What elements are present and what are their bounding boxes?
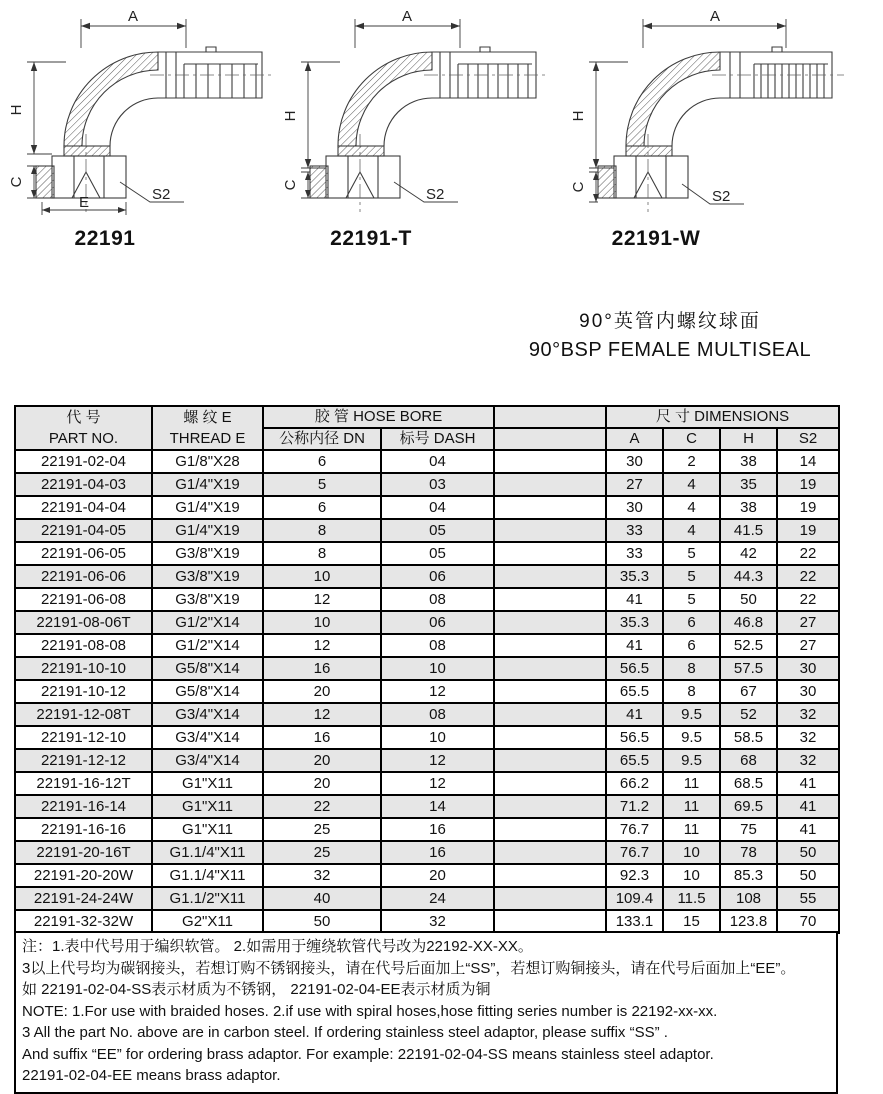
table-cell: 9.5 — [663, 703, 720, 726]
table-cell: 10 — [381, 657, 494, 680]
barb-ribs — [184, 64, 256, 98]
table-row — [15, 772, 839, 795]
fitting-drawing-22191-T — [282, 6, 554, 222]
elbow-wall — [338, 52, 432, 146]
table-cell: 85.3 — [720, 864, 777, 887]
table-cell: 32 — [263, 864, 381, 887]
table-cell: 41 — [777, 795, 839, 818]
table-cell: 04 — [381, 496, 494, 519]
table-cell: G1/8"X28 — [152, 450, 263, 473]
dimension-H — [282, 62, 340, 168]
table-cell: 22191-20-20W — [15, 864, 152, 887]
table-cell: 20 — [263, 749, 381, 772]
table-cell: 22191-32-32W — [15, 910, 152, 933]
table-cell: 08 — [381, 634, 494, 657]
table-cell: 50 — [720, 588, 777, 611]
part-series-label: 22191-W — [611, 227, 701, 250]
table-row — [15, 818, 839, 841]
table-cell: 35.3 — [606, 611, 663, 634]
table-cell: 25 — [263, 841, 381, 864]
dimension-A — [81, 8, 186, 48]
table-cell: 10 — [381, 726, 494, 749]
table-cell: 22191-04-03 — [15, 473, 152, 496]
table-row — [15, 611, 839, 634]
table-cell: 22191-10-12 — [15, 680, 152, 703]
dim-label-h: H — [570, 110, 587, 122]
table-cell: 66.2 — [606, 772, 663, 795]
table-row — [15, 749, 839, 772]
table-cell: 19 — [777, 473, 839, 496]
table-cell: 30 — [606, 450, 663, 473]
seal-nose — [598, 166, 616, 198]
table-cell: 71.2 — [606, 795, 663, 818]
table-cell — [494, 864, 606, 887]
dim-label-c: C — [570, 181, 587, 193]
table-cell: 56.5 — [606, 726, 663, 749]
table-cell: 08 — [381, 703, 494, 726]
table-cell: 05 — [381, 519, 494, 542]
dimension-A — [355, 8, 460, 48]
elbow-bore-line — [110, 98, 158, 146]
col-header-dn: 公称内径 DN — [263, 428, 381, 450]
dim-label-s2: S2 — [426, 186, 445, 203]
dimension-S2 — [394, 182, 458, 203]
dim-label-h: H — [8, 104, 25, 116]
seal-nose — [310, 166, 328, 198]
dim-label-h: H — [282, 110, 299, 122]
table-cell: G3/4"X14 — [152, 726, 263, 749]
table-cell — [494, 887, 606, 910]
table-cell: 11 — [663, 818, 720, 841]
table-cell: 19 — [777, 496, 839, 519]
table-cell: 41 — [777, 818, 839, 841]
table-cell: 30 — [777, 680, 839, 703]
table-cell: 52.5 — [720, 634, 777, 657]
table-cell: 15 — [663, 910, 720, 933]
table-cell — [494, 496, 606, 519]
table-cell: 41 — [606, 703, 663, 726]
col-header-c: C — [663, 428, 720, 450]
table-row — [15, 450, 839, 473]
table-cell: 55 — [777, 887, 839, 910]
series-title-en: 90°BSP FEMALE MULTISEAL — [528, 339, 812, 361]
table-cell: 22 — [263, 795, 381, 818]
table-cell: 46.8 — [720, 611, 777, 634]
table-cell: 11.5 — [663, 887, 720, 910]
table-cell: 10 — [663, 864, 720, 887]
table-cell: 10 — [263, 565, 381, 588]
table-cell: 16 — [381, 841, 494, 864]
elbow-bore-line — [672, 98, 720, 146]
table-cell: 76.7 — [606, 818, 663, 841]
table-cell — [494, 841, 606, 864]
dim-label-a: A — [401, 8, 413, 25]
dim-label-c: C — [282, 179, 299, 191]
table-cell — [494, 588, 606, 611]
table-cell: 35.3 — [606, 565, 663, 588]
blank-header-cell — [494, 428, 606, 450]
table-cell: 32 — [777, 726, 839, 749]
table-cell: G2"X11 — [152, 910, 263, 933]
table-cell: G5/8"X14 — [152, 657, 263, 680]
table-cell: 35 — [720, 473, 777, 496]
dimension-C — [282, 172, 311, 198]
dim-label-c: C — [8, 176, 25, 188]
notes-box — [14, 931, 838, 1094]
table-cell: G3/4"X14 — [152, 749, 263, 772]
table-cell: 2 — [663, 450, 720, 473]
table-row — [15, 795, 839, 818]
table-cell: 12 — [263, 588, 381, 611]
table-cell: 52 — [720, 703, 777, 726]
note-line: 22191-02-04-EE means brass adaptor. — [22, 1067, 281, 1084]
dimension-H — [8, 62, 66, 154]
table-cell: 9.5 — [663, 749, 720, 772]
table-cell: G1/4"X19 — [152, 473, 263, 496]
table-cell: G1/2"X14 — [152, 611, 263, 634]
table-cell: 22191-06-08 — [15, 588, 152, 611]
table-cell: 22191-20-16T — [15, 841, 152, 864]
col-header-part-no-zh: 代 号 — [66, 409, 101, 426]
barb-ribs — [458, 64, 528, 98]
table-cell: G3/8"X19 — [152, 565, 263, 588]
table-cell: 41.5 — [720, 519, 777, 542]
table-cell — [494, 818, 606, 841]
table-cell: 25 — [263, 818, 381, 841]
table-cell: 22191-04-05 — [15, 519, 152, 542]
table-cell: 08 — [381, 588, 494, 611]
col-header-dimensions: 尺 寸 DIMENSIONS — [606, 406, 839, 428]
fitting-drawing-22191 — [8, 6, 280, 222]
col-header-h: H — [720, 428, 777, 450]
dim-label-a: A — [709, 8, 721, 25]
blank-header-cell — [494, 406, 606, 428]
table-cell: 8 — [663, 680, 720, 703]
col-header-s2: S2 — [777, 428, 839, 450]
seal-nose — [36, 166, 54, 198]
table-cell: 50 — [777, 841, 839, 864]
table-cell: 27 — [606, 473, 663, 496]
table-cell: 22191-08-08 — [15, 634, 152, 657]
table-cell: 06 — [381, 565, 494, 588]
ferrule — [64, 146, 110, 156]
table-cell: 5 — [663, 542, 720, 565]
table-cell: 04 — [381, 450, 494, 473]
table-cell: G3/8"X19 — [152, 588, 263, 611]
table-cell — [494, 611, 606, 634]
part-series-label: 22191 — [74, 227, 136, 250]
table-cell: 20 — [263, 772, 381, 795]
table-cell: 57.5 — [720, 657, 777, 680]
note-line: NOTE: 1.For use with braided hoses. 2.if use with spiral hoses,hose fitting series number is 22192-xx-xx. — [22, 1002, 718, 1020]
col-header-a: A — [606, 428, 663, 450]
table-row — [15, 887, 839, 910]
table-cell: G1.1/4"X11 — [152, 864, 263, 887]
dimension-A — [643, 8, 786, 48]
table-cell: G1"X11 — [152, 772, 263, 795]
note-line: 3 All the part No. above are in carbon steel. If ordering stainless steel adaptor, please suffix “SS” . — [22, 1024, 668, 1041]
table-cell: 14 — [381, 795, 494, 818]
table-cell: 12 — [263, 703, 381, 726]
table-cell: 50 — [263, 910, 381, 933]
table-cell: 108 — [720, 887, 777, 910]
note-line: 注：1.表中代号用于编织软管。 2.如需用于缠绕软管代号改为22192-XX-XX。 — [22, 938, 533, 955]
table-cell: 44.3 — [720, 565, 777, 588]
table-cell: 42 — [720, 542, 777, 565]
ferrule — [338, 146, 384, 156]
table-cell: G1/4"X19 — [152, 519, 263, 542]
table-cell — [494, 519, 606, 542]
table-cell: 22191-12-12 — [15, 749, 152, 772]
table-cell — [494, 450, 606, 473]
col-header-part-no — [15, 406, 152, 450]
table-cell: 33 — [606, 519, 663, 542]
table-cell: 27 — [777, 611, 839, 634]
table-cell — [494, 726, 606, 749]
barb-ribs — [754, 64, 824, 98]
table-cell: 22191-06-06 — [15, 565, 152, 588]
table-cell: G1.1/2"X11 — [152, 887, 263, 910]
table-cell: 06 — [381, 611, 494, 634]
table-row — [15, 634, 839, 657]
table-row — [15, 841, 839, 864]
dimension-E — [42, 194, 126, 215]
table-cell: 22191-02-04 — [15, 450, 152, 473]
table-cell: 19 — [777, 519, 839, 542]
table-cell: 68 — [720, 749, 777, 772]
table-cell: 22191-16-14 — [15, 795, 152, 818]
table-cell — [494, 657, 606, 680]
table-cell: 16 — [263, 657, 381, 680]
table-cell: 05 — [381, 542, 494, 565]
table-cell: 14 — [777, 450, 839, 473]
table-cell: 11 — [663, 772, 720, 795]
table-row — [15, 496, 839, 519]
table-cell: 9.5 — [663, 726, 720, 749]
table-cell: 50 — [777, 864, 839, 887]
table-cell: G1/2"X14 — [152, 634, 263, 657]
note-line: 3以上代号均为碳钢接头，若想订购不锈钢接头，请在代号后面加上“SS”，若想订购铜接头，请在代号后面加上“EE”。 — [22, 959, 796, 977]
table-cell — [494, 473, 606, 496]
table-cell: 70 — [777, 910, 839, 933]
table-cell: 38 — [720, 450, 777, 473]
table-cell: 30 — [606, 496, 663, 519]
table-row — [15, 680, 839, 703]
table-cell: 20 — [263, 680, 381, 703]
table-cell: 41 — [777, 772, 839, 795]
table-cell: 78 — [720, 841, 777, 864]
shaft-notch — [480, 47, 490, 52]
table-cell: 5 — [663, 565, 720, 588]
table-cell: 22191-04-04 — [15, 496, 152, 519]
table-cell: 75 — [720, 818, 777, 841]
table-cell: 38 — [720, 496, 777, 519]
table-cell: 6 — [663, 611, 720, 634]
table-cell: 11 — [663, 795, 720, 818]
table-cell — [494, 565, 606, 588]
table-cell: 22191-12-10 — [15, 726, 152, 749]
table-row — [15, 588, 839, 611]
table-cell: 67 — [720, 680, 777, 703]
spec-table-body — [15, 450, 839, 933]
table-cell: 65.5 — [606, 680, 663, 703]
table-cell: 22191-16-12T — [15, 772, 152, 795]
table-cell: 76.7 — [606, 841, 663, 864]
elbow-wall — [626, 52, 720, 146]
table-cell: 8 — [263, 519, 381, 542]
table-row — [15, 703, 839, 726]
table-row — [15, 864, 839, 887]
table-cell: 4 — [663, 496, 720, 519]
col-header-thread-zh: 螺 纹 E — [183, 409, 232, 426]
table-cell — [494, 772, 606, 795]
table-cell: 12 — [381, 772, 494, 795]
table-cell: 10 — [263, 611, 381, 634]
table-cell: 4 — [663, 519, 720, 542]
table-cell: 22191-10-10 — [15, 657, 152, 680]
table-cell: G3/8"X19 — [152, 542, 263, 565]
dimension-C — [570, 172, 599, 202]
table-cell — [494, 542, 606, 565]
shaft-notch — [206, 47, 216, 52]
table-cell — [494, 910, 606, 933]
table-cell: 6 — [663, 634, 720, 657]
table-cell: 65.5 — [606, 749, 663, 772]
table-cell: 92.3 — [606, 864, 663, 887]
table-cell: 03 — [381, 473, 494, 496]
table-cell — [494, 703, 606, 726]
dim-label-s2: S2 — [712, 188, 731, 205]
table-cell: 30 — [777, 657, 839, 680]
table-cell: G5/8"X14 — [152, 680, 263, 703]
dimension-S2 — [682, 184, 744, 205]
table-cell: G1/4"X19 — [152, 496, 263, 519]
table-cell: 22 — [777, 588, 839, 611]
table-cell: 133.1 — [606, 910, 663, 933]
table-cell — [494, 749, 606, 772]
table-row — [15, 519, 839, 542]
table-cell: 27 — [777, 634, 839, 657]
table-cell: 4 — [663, 473, 720, 496]
table-cell: 41 — [606, 588, 663, 611]
table-row — [15, 726, 839, 749]
dim-label-a: A — [127, 8, 139, 25]
fitting-drawing-22191-W — [560, 6, 850, 222]
dimension-C — [8, 166, 37, 198]
spec-table — [14, 405, 840, 934]
table-cell: 32 — [381, 910, 494, 933]
table-cell: 68.5 — [720, 772, 777, 795]
table-cell: 22191-08-06T — [15, 611, 152, 634]
table-cell: 58.5 — [720, 726, 777, 749]
table-row — [15, 542, 839, 565]
elbow-bore-line — [384, 98, 432, 146]
table-cell: 41 — [606, 634, 663, 657]
table-cell: 22191-12-08T — [15, 703, 152, 726]
table-cell: G1"X11 — [152, 795, 263, 818]
ferrule — [626, 146, 672, 156]
series-title-zh: 90°英管内螺纹球面 — [579, 311, 761, 332]
table-cell: 12 — [381, 680, 494, 703]
table-cell: 22191-24-24W — [15, 887, 152, 910]
series-title — [450, 306, 883, 362]
table-cell: G1.1/4"X11 — [152, 841, 263, 864]
col-header-dash: 标号 DASH — [381, 428, 494, 450]
table-cell — [494, 680, 606, 703]
table-cell: G3/4"X14 — [152, 703, 263, 726]
col-header-thread — [152, 406, 263, 450]
table-cell: 5 — [663, 588, 720, 611]
table-cell: 10 — [663, 841, 720, 864]
table-cell: 32 — [777, 749, 839, 772]
table-cell — [494, 795, 606, 818]
table-row — [15, 910, 839, 933]
table-cell — [494, 634, 606, 657]
table-cell: 40 — [263, 887, 381, 910]
note-line: And suffix “EE” for ordering brass adaptor. For example: 22191-02-04-SS means stainless steel adaptor. — [22, 1045, 714, 1063]
table-cell: 6 — [263, 496, 381, 519]
part-series-label: 22191-T — [330, 227, 412, 250]
table-cell: 16 — [263, 726, 381, 749]
table-cell: 12 — [263, 634, 381, 657]
dim-label-s2: S2 — [152, 186, 171, 203]
col-header-hose-bore: 胶 管 HOSE BORE — [263, 406, 494, 428]
table-cell: 109.4 — [606, 887, 663, 910]
table-cell: G1"X11 — [152, 818, 263, 841]
table-cell: 8 — [663, 657, 720, 680]
note-line: 如 22191-02-04-SS表示材质为不锈钢， 22191-02-04-EE表示材质为铜 — [22, 981, 491, 998]
table-cell: 56.5 — [606, 657, 663, 680]
table-cell: 12 — [381, 749, 494, 772]
table-cell: 8 — [263, 542, 381, 565]
elbow-wall — [64, 52, 158, 146]
dim-label-e: E — [78, 194, 90, 211]
table-cell: 22191-06-05 — [15, 542, 152, 565]
table-cell: 32 — [777, 703, 839, 726]
table-row — [15, 473, 839, 496]
table-cell: 16 — [381, 818, 494, 841]
table-cell: 5 — [263, 473, 381, 496]
col-header-thread-en: THREAD E — [169, 430, 246, 447]
table-cell: 69.5 — [720, 795, 777, 818]
table-row — [15, 657, 839, 680]
table-cell: 20 — [381, 864, 494, 887]
table-cell: 22191-16-16 — [15, 818, 152, 841]
table-cell: 123.8 — [720, 910, 777, 933]
table-cell: 6 — [263, 450, 381, 473]
table-cell: 24 — [381, 887, 494, 910]
table-row — [15, 565, 839, 588]
dimension-H — [570, 62, 628, 168]
table-cell: 22 — [777, 565, 839, 588]
col-header-part-no-en: PART NO. — [48, 430, 119, 447]
table-cell: 22 — [777, 542, 839, 565]
dimension-S2 — [120, 182, 184, 203]
table-cell: 33 — [606, 542, 663, 565]
shaft-notch — [772, 47, 782, 52]
